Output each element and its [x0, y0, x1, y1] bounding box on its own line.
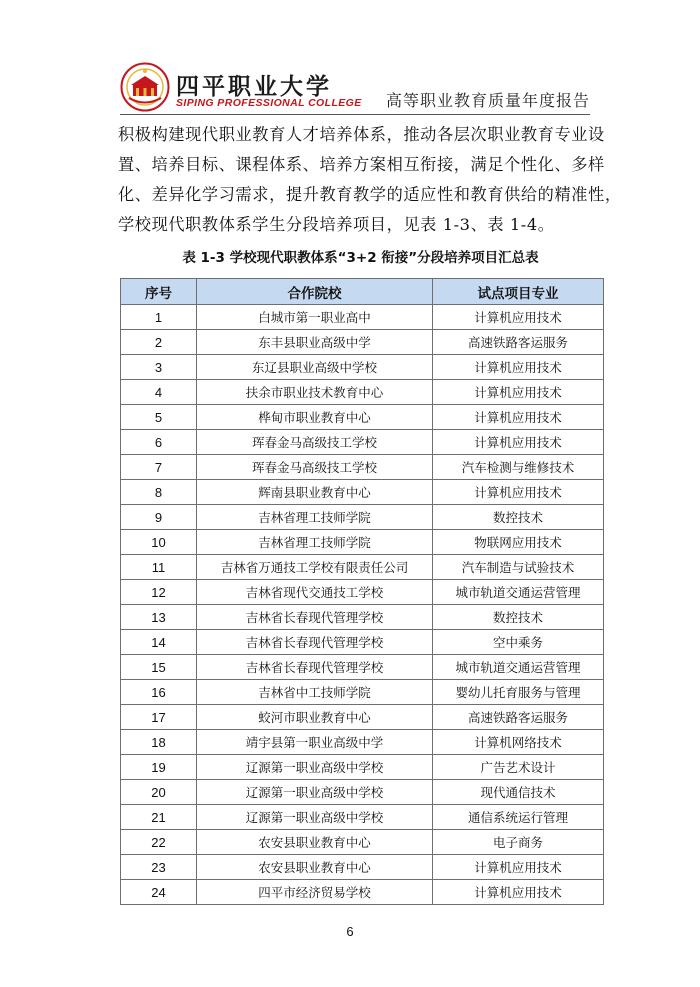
table-row — [121, 580, 604, 605]
partner-school: 农安县职业教育中心 — [197, 855, 433, 880]
table-row — [121, 605, 604, 630]
table-row — [121, 780, 604, 805]
row-index: 5 — [121, 405, 197, 430]
row-index: 1 — [121, 305, 197, 330]
body-line: 化、差异化学习需求，提升教育教学的适应性和教育供给的精准性， — [118, 185, 622, 204]
report-title: 高等职业教育质量年度报告 — [385, 91, 590, 110]
table-row — [121, 505, 604, 530]
pilot-major: 数控技术 — [433, 505, 604, 530]
partner-school: 吉林省长春现代管理学校 — [197, 630, 433, 655]
table-row — [121, 305, 604, 330]
row-index: 8 — [121, 480, 197, 505]
row-index: 11 — [121, 555, 197, 580]
pilot-major: 高速铁路客运服务 — [433, 705, 604, 730]
column-header-major: 试点项目专业 — [433, 279, 604, 305]
table-row — [121, 705, 604, 730]
pilot-major: 城市轨道交通运营管理 — [433, 580, 604, 605]
pilot-major: 通信系统运行管理 — [433, 805, 604, 830]
partner-school: 辽源第一职业高级中学校 — [197, 805, 433, 830]
table-row — [121, 680, 604, 705]
body-line: 学校现代职教体系学生分段培养项目，见表 1-3、表 1-4。 — [118, 215, 555, 234]
table-row — [121, 355, 604, 380]
partner-school: 扶余市职业技术教育中心 — [197, 380, 433, 405]
row-index: 14 — [121, 630, 197, 655]
partner-school: 吉林省理工技师学院 — [197, 530, 433, 555]
row-index: 23 — [121, 855, 197, 880]
table-row — [121, 555, 604, 580]
table-row — [121, 380, 604, 405]
table-row — [121, 530, 604, 555]
pilot-major: 广告艺术设计 — [433, 755, 604, 780]
pilot-major: 计算机应用技术 — [433, 855, 604, 880]
pilot-major: 计算机应用技术 — [433, 480, 604, 505]
pilot-major: 计算机应用技术 — [433, 355, 604, 380]
partner-school: 东辽县职业高级中学校 — [197, 355, 433, 380]
pilot-major: 电子商务 — [433, 830, 604, 855]
partner-school: 桦甸市职业教育中心 — [197, 405, 433, 430]
table-row — [121, 880, 604, 905]
table-row — [121, 480, 604, 505]
pilot-major: 空中乘务 — [433, 630, 604, 655]
row-index: 4 — [121, 380, 197, 405]
table-row — [121, 430, 604, 455]
row-index: 16 — [121, 680, 197, 705]
row-index: 3 — [121, 355, 197, 380]
row-index: 6 — [121, 430, 197, 455]
pilot-major: 现代通信技术 — [433, 780, 604, 805]
row-index: 18 — [121, 730, 197, 755]
row-index: 21 — [121, 805, 197, 830]
row-index: 20 — [121, 780, 197, 805]
partner-school: 靖宇县第一职业高级中学 — [197, 730, 433, 755]
pilot-major: 计算机应用技术 — [433, 430, 604, 455]
partner-school: 四平市经济贸易学校 — [197, 880, 433, 905]
pilot-major: 计算机网络技术 — [433, 730, 604, 755]
partner-school: 辽源第一职业高级中学校 — [197, 780, 433, 805]
partner-school: 辉南县职业教育中心 — [197, 480, 433, 505]
row-index: 12 — [121, 580, 197, 605]
body-line: 置、培养目标、课程体系、培养方案相互衔接，满足个性化、多样 — [118, 155, 605, 174]
pilot-major: 数控技术 — [433, 605, 604, 630]
table-row — [121, 630, 604, 655]
table-row — [121, 455, 604, 480]
row-index: 22 — [121, 830, 197, 855]
table-row — [121, 730, 604, 755]
partner-school: 农安县职业教育中心 — [197, 830, 433, 855]
pilot-major: 物联网应用技术 — [433, 530, 604, 555]
body-line: 积极构建现代职业教育人才培养体系，推动各层次职业教育专业设 — [118, 125, 605, 144]
row-index: 2 — [121, 330, 197, 355]
row-index: 7 — [121, 455, 197, 480]
partner-school: 吉林省中工技师学院 — [197, 680, 433, 705]
partner-school: 吉林省理工技师学院 — [197, 505, 433, 530]
table-header-row — [121, 279, 604, 305]
row-index: 13 — [121, 605, 197, 630]
pilot-major: 计算机应用技术 — [433, 880, 604, 905]
partner-school: 吉林省长春现代管理学校 — [197, 655, 433, 680]
pilot-major: 计算机应用技术 — [433, 380, 604, 405]
table-row — [121, 330, 604, 355]
pilot-major: 汽车检测与维修技术 — [433, 455, 604, 480]
table-row — [121, 805, 604, 830]
partner-school: 珲春金马高级技工学校 — [197, 430, 433, 455]
pilot-major: 汽车制造与试验技术 — [433, 555, 604, 580]
table-row — [121, 655, 604, 680]
school-name-en: SIPING PROFESSIONAL COLLEGE — [176, 97, 362, 109]
row-index: 15 — [121, 655, 197, 680]
page-number: 6 — [346, 924, 354, 939]
table-row — [121, 755, 604, 780]
partner-school: 吉林省万通技工学校有限责任公司 — [197, 555, 433, 580]
partner-school: 蛟河市职业教育中心 — [197, 705, 433, 730]
body-paragraph — [118, 120, 622, 240]
partner-school: 吉林省长春现代管理学校 — [197, 605, 433, 630]
column-header-school: 合作院校 — [197, 279, 433, 305]
row-index: 24 — [121, 880, 197, 905]
pilot-major: 计算机应用技术 — [433, 405, 604, 430]
pilot-major: 婴幼儿托育服务与管理 — [433, 680, 604, 705]
partner-school: 吉林省现代交通技工学校 — [197, 580, 433, 605]
school-name-cn: 四平职业大学 — [176, 74, 332, 100]
row-index: 10 — [121, 530, 197, 555]
page-header — [120, 60, 590, 115]
table-row — [121, 830, 604, 855]
partner-school: 东丰县职业高级中学 — [197, 330, 433, 355]
partner-school: 辽源第一职业高级中学校 — [197, 755, 433, 780]
table-title: 表 1-3 学校现代职教体系“3+2 衔接”分段培养项目汇总表 — [182, 250, 539, 266]
partner-school: 珲春金马高级技工学校 — [197, 455, 433, 480]
pilot-major: 城市轨道交通运营管理 — [433, 655, 604, 680]
school-emblem-icon — [120, 62, 170, 112]
pilot-major: 计算机应用技术 — [433, 305, 604, 330]
partner-school: 白城市第一职业高中 — [197, 305, 433, 330]
table-row — [121, 855, 604, 880]
column-header-index: 序号 — [121, 279, 197, 305]
row-index: 17 — [121, 705, 197, 730]
header-divider — [120, 114, 590, 115]
project-table — [120, 278, 604, 905]
row-index: 9 — [121, 505, 197, 530]
table-row — [121, 405, 604, 430]
row-index: 19 — [121, 755, 197, 780]
pilot-major: 高速铁路客运服务 — [433, 330, 604, 355]
